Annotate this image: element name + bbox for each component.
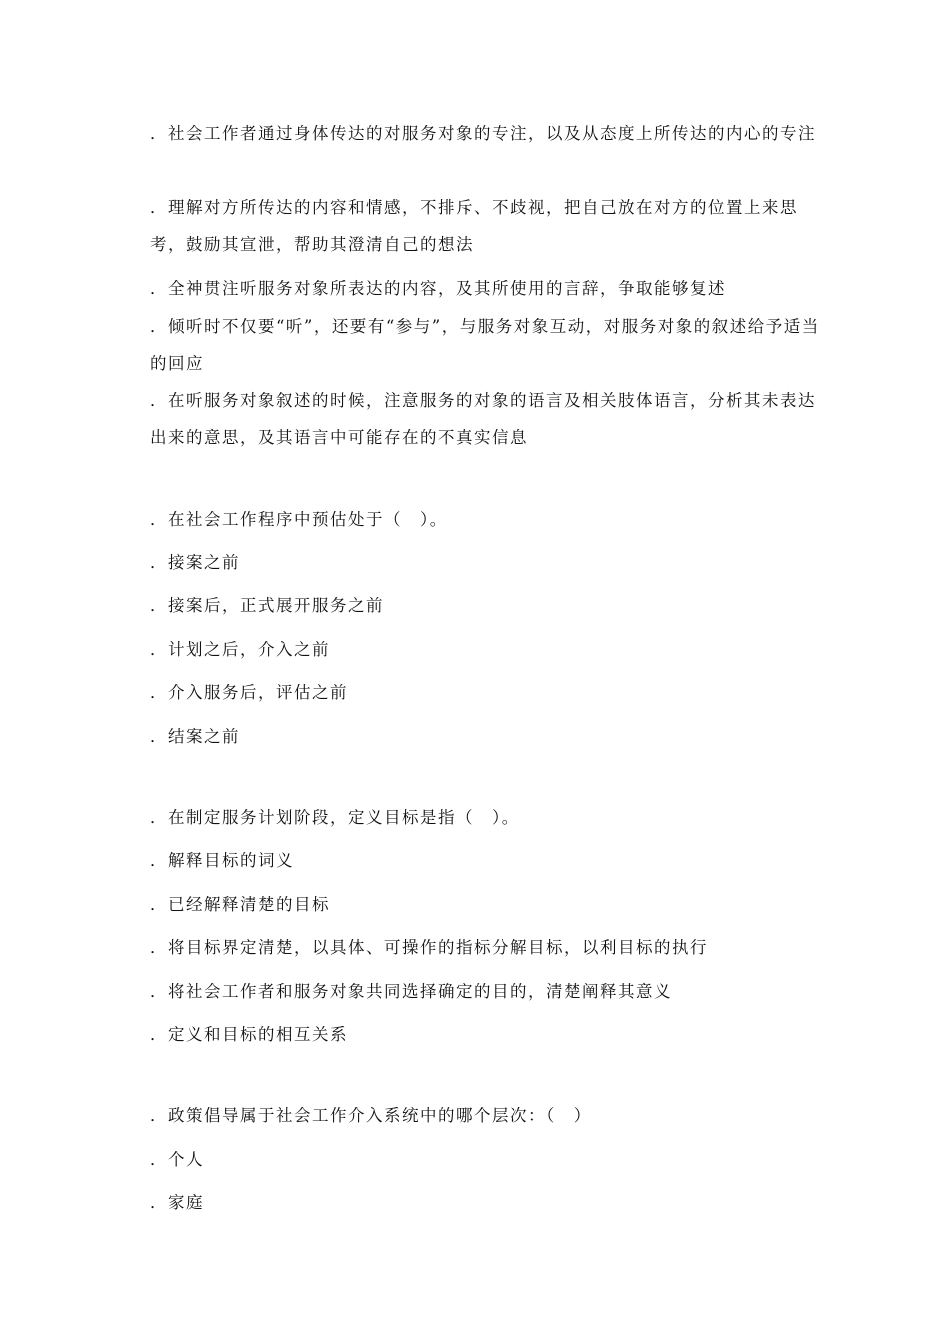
option-item	[150, 718, 820, 755]
option-text: 在听服务对象叙述的时候，注意服务的对象的语言及相关肢体语言，分析其未表达出来的意思，及其语言中可能存在的不真实信息	[150, 391, 816, 447]
option-item	[150, 1184, 820, 1221]
option-label: ．	[150, 982, 168, 1001]
option-label: ．	[150, 124, 168, 143]
option-text: 全神贯注听服务对象所表达的内容，及其所使用的言辞，争取能够复述	[168, 279, 726, 298]
option-item	[150, 382, 820, 456]
question-label: ．	[150, 510, 168, 529]
option-item	[150, 544, 820, 581]
option-item	[150, 631, 820, 668]
option-item	[150, 189, 820, 263]
option-text: 倾听时不仅要“听”，还要有“参与”，与服务对象互动，对服务对象的叙述给予适当的回应	[150, 317, 820, 373]
question-stem	[150, 501, 820, 538]
option-label: ．	[150, 317, 168, 336]
option-label: ．	[150, 727, 168, 746]
option-text: 理解对方所传达的内容和情感，不排斥、不歧视，把自己放在对方的位置上来思考，鼓励其宣泄，帮助其澄清自己的想法	[150, 198, 798, 254]
option-item	[150, 886, 820, 923]
option-item	[150, 270, 820, 307]
option-label: ．	[150, 1193, 168, 1212]
option-text: 接案之前	[168, 553, 240, 572]
option-text: 结案之前	[168, 727, 240, 746]
option-text: 计划之后，介入之前	[168, 640, 330, 659]
option-label: ．	[150, 895, 168, 914]
question-text: 在社会工作程序中预估处于（ ）。	[168, 510, 448, 529]
option-label: ．	[150, 279, 168, 298]
option-item	[150, 842, 820, 879]
option-label: ．	[150, 851, 168, 870]
option-label: ．	[150, 938, 168, 957]
option-text: 解释目标的词义	[168, 851, 294, 870]
option-label: ．	[150, 640, 168, 659]
option-label: ．	[150, 683, 168, 702]
option-item	[150, 1016, 820, 1053]
option-label: ．	[150, 553, 168, 572]
option-text: 家庭	[168, 1193, 204, 1212]
question-text: 政策倡导属于社会工作介入系统中的哪个层次：（ ）	[168, 1106, 592, 1125]
question-text: 在制定服务计划阶段，定义目标是指（ ）。	[168, 808, 520, 827]
option-text: 介入服务后，评估之前	[168, 683, 348, 702]
option-item	[150, 308, 820, 382]
question-label: ．	[150, 1106, 168, 1125]
option-label: ．	[150, 198, 168, 217]
option-text: 已经解释清楚的目标	[168, 895, 330, 914]
option-text: 社会工作者通过身体传达的对服务对象的专注，以及从态度上所传达的内心的专注	[168, 124, 816, 143]
option-text: 定义和目标的相互关系	[168, 1025, 348, 1044]
option-label: ．	[150, 1150, 168, 1169]
question-label: ．	[150, 808, 168, 827]
option-item	[150, 929, 820, 966]
option-item	[150, 115, 820, 152]
option-label: ．	[150, 391, 168, 410]
option-text: 将目标界定清楚，以具体、可操作的指标分解目标，以利目标的执行	[168, 938, 708, 957]
option-text: 将社会工作者和服务对象共同选择确定的目的，清楚阐释其意义	[168, 982, 672, 1001]
option-text: 个人	[168, 1150, 204, 1169]
option-label: ．	[150, 596, 168, 615]
option-item	[150, 587, 820, 624]
option-item	[150, 1141, 820, 1178]
option-item	[150, 973, 820, 1010]
option-label: ．	[150, 1025, 168, 1044]
option-item	[150, 674, 820, 711]
option-text: 接案后，正式展开服务之前	[168, 596, 384, 615]
question-stem	[150, 1097, 820, 1134]
question-stem	[150, 799, 820, 836]
